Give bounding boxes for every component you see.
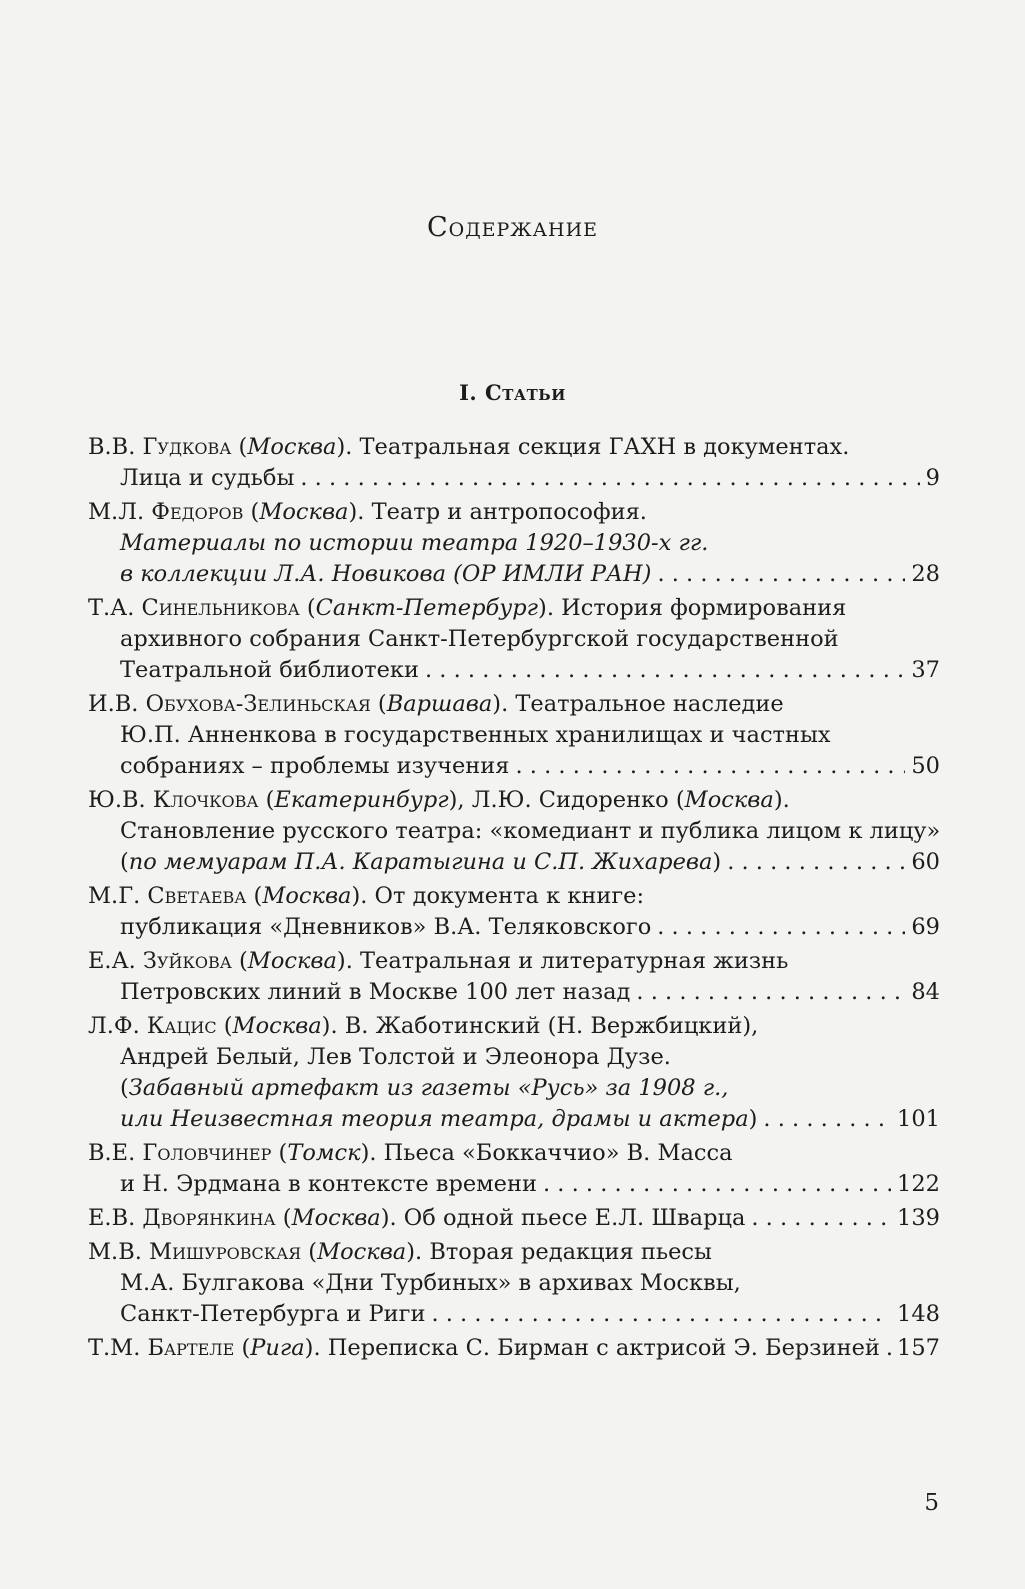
toc-city: Рига [250,1335,305,1361]
dot-leader [763,1104,891,1135]
toc-title: и Н. Эрдмана в контексте времени [120,1171,537,1197]
toc-line [88,559,940,590]
toc-page-number: 157 [897,1335,940,1361]
toc-line [88,1299,940,1330]
toc-title: Лица и судьбы [120,465,295,491]
toc-city: Москва [317,1239,407,1265]
toc-title: Петровских линий в Москве 100 лет назад [120,979,631,1005]
section-heading: I. Статьи [459,380,566,405]
toc-line [88,977,940,1008]
toc-title: Т.М. Бартеле (Рига). Переписка С. Бирман с актрисой Э. Берзиней [88,1335,880,1361]
toc-line [88,912,940,943]
dot-leader [300,463,919,494]
toc-title: . В. Жаботинский (Н. Вержбицкий), [330,1013,759,1039]
toc-line [88,1104,940,1135]
toc-line: Материалы по истории театра 1920–1930-х гг. [120,530,709,556]
toc-entry [88,593,940,686]
page-number: 5 [924,1490,939,1516]
toc-title: публикация «Дневников» В.А. Теляковского [120,914,652,940]
toc-author: Л.Ф. Кацис [88,1013,217,1039]
toc-page-number: 37 [911,657,940,683]
toc-city: Москва [247,948,337,974]
toc-city: Екатеринбург [274,787,449,813]
toc-author: М.Л. Федоров [88,499,244,525]
toc-entry [88,432,940,494]
toc-title: . Вторая редакция пьесы [415,1239,712,1265]
toc-line [88,847,940,878]
toc-title-text: . Об одной пьесе Е.Л. Шварца [389,1205,746,1231]
toc-city: Варшава [386,691,493,717]
toc-page-number: 84 [911,979,940,1005]
dot-leader [425,655,905,686]
toc-entry [88,1011,940,1135]
toc-line: В.В. Гудкова (Москва). Театральная секция ГАХН в документах. [88,434,850,460]
dot-leader [727,847,905,878]
toc-entry [88,689,940,782]
toc-page-number: 139 [897,1205,940,1231]
toc-title: . Театральная и литературная жизнь [345,948,789,974]
toc-title: . От документа к книге: [360,883,645,909]
toc-line: (Забавный артефакт из газеты «Русь» за 1908 г., [120,1075,729,1101]
toc-line [88,1203,940,1234]
toc-entry [88,497,940,590]
dot-leader [886,1333,891,1364]
toc-line: Е.А. Зуйкова (Москва). Театральная и литературная жизнь [88,948,789,974]
toc-author: Т.А. Синельникова [88,595,300,621]
toc-subtitle: Забавный артефакт из газеты «Русь» за 1908 г., [128,1075,729,1101]
toc-author: Ю.В. Клочкова [88,787,259,813]
toc-author: М.Г. Светаева [88,883,247,909]
toc-line: Л.Ф. Кацис (Москва). В. Жаботинский (Н. Вержбицкий), [88,1013,759,1039]
toc-author: Л.Ю. Сидоренко [471,787,669,813]
toc-city: Москва [247,434,337,460]
dot-leader [543,1169,891,1200]
toc-title: . Театральное наследие [501,691,784,717]
toc-title: (по мемуарам П.А. Каратыгина и С.П. Жихарева) [120,849,722,875]
toc-title: . Театральная секция ГАХН в документах. [345,434,850,460]
toc-page-number: 69 [911,914,940,940]
dot-leader [657,559,905,590]
toc-page-number: 122 [897,1171,940,1197]
toc-author: М.В. Мишуровская [88,1239,302,1265]
dot-leader [751,1203,891,1234]
toc-line: М.А. Булгакова «Дни Турбиных» в архивах Москвы, [120,1270,741,1296]
toc-line: Ю.В. Клочкова (Екатеринбург), Л.Ю. Сидоренко (Москва). [88,787,790,813]
toc-entry [88,785,940,878]
toc-entry [88,946,940,1008]
toc-page-number: 50 [911,753,940,779]
toc-city: Москва [232,1013,322,1039]
toc-page-number: 60 [911,849,940,875]
toc-page-number: 9 [925,465,940,491]
toc-author: Т.М. Бартеле [88,1335,235,1361]
toc-line: Андрей Белый, Лев Толстой и Элеонора Дузе. [120,1044,671,1070]
toc-page-number: 28 [911,561,940,587]
toc-entry [88,1333,940,1364]
toc-city: Москва [684,787,774,813]
toc-title: или Неизвестная теория театра, драмы и актера) [120,1106,758,1132]
toc-line [88,463,940,494]
toc-author: И.В. Обухова-Зелиньская [88,691,371,717]
toc-line: Т.А. Синельникова (Санкт-Петербург). История формирования [88,595,847,621]
table-of-contents [88,432,940,1367]
toc-line: М.Л. Федоров (Москва). Театр и антропософия. [88,499,647,525]
toc-subtitle: по мемуарам П.А. Каратыгина и С.П. Жихарева [128,849,713,875]
toc-city: Москва [262,883,352,909]
toc-line: Ю.П. Анненкова в государственных хранилищах и частных [120,722,831,748]
toc-title: . История формирования [546,595,847,621]
toc-entry [88,881,940,943]
toc-entry [88,1237,940,1330]
toc-line: архивного собрания Санкт-Петербургской государственной [120,626,839,652]
toc-line [88,1333,940,1364]
toc-line: В.Е. Головчинер (Томск). Пьеса «Боккаччио» В. Масса [88,1140,733,1166]
toc-title: . Театр и антропософия. [357,499,647,525]
toc-city: Москва [259,499,349,525]
toc-author: Е.А. Зуйкова [88,948,232,974]
toc-entry [88,1203,940,1234]
toc-page-number: 101 [897,1106,940,1132]
toc-page-number: 148 [897,1301,940,1327]
toc-subtitle: или Неизвестная теория театра, драмы и актера [120,1106,749,1132]
dot-leader [516,751,906,782]
page-title: Содержание [426,212,599,243]
toc-line: И.В. Обухова-Зелиньская (Варшава). Театральное наследие [88,691,784,717]
toc-title: Санкт-Петербурга и Риги [120,1301,426,1327]
toc-line [88,1169,940,1200]
dot-leader [431,1299,891,1330]
toc-title: Театральной библиотеки [120,657,419,683]
toc-title-text: . Переписка С. Бирман с актрисой Э. Берзиней [313,1335,880,1361]
toc-city: Томск [287,1140,361,1166]
toc-author: Е.В. Дворянкина [88,1205,276,1231]
toc-entry [88,1138,940,1200]
toc-author: В.В. Гудкова [88,434,232,460]
toc-city: Москва [291,1205,381,1231]
toc-title: Е.В. Дворянкина (Москва). Об одной пьесе Е.Л. Шварца [88,1205,746,1231]
toc-line [88,655,940,686]
toc-title: . Пьеса «Боккаччио» В. Масса [369,1140,733,1166]
toc-line: М.Г. Светаева (Москва). От документа к книге: [88,883,645,909]
toc-city: Санкт-Петербург [315,595,539,621]
toc-title: в коллекции Л.А. Новикова (ОР ИМЛИ РАН) [120,561,652,587]
toc-author: В.Е. Головчинер [88,1140,272,1166]
toc-line: М.В. Мишуровская (Москва). Вторая редакция пьесы [88,1239,712,1265]
dot-leader [657,912,905,943]
toc-line: Становление русского театра: «комедиант и публика лицом к лицу» [120,818,940,844]
toc-line [88,751,940,782]
toc-title: собраниях – проблемы изучения [120,753,510,779]
dot-leader [636,977,905,1008]
